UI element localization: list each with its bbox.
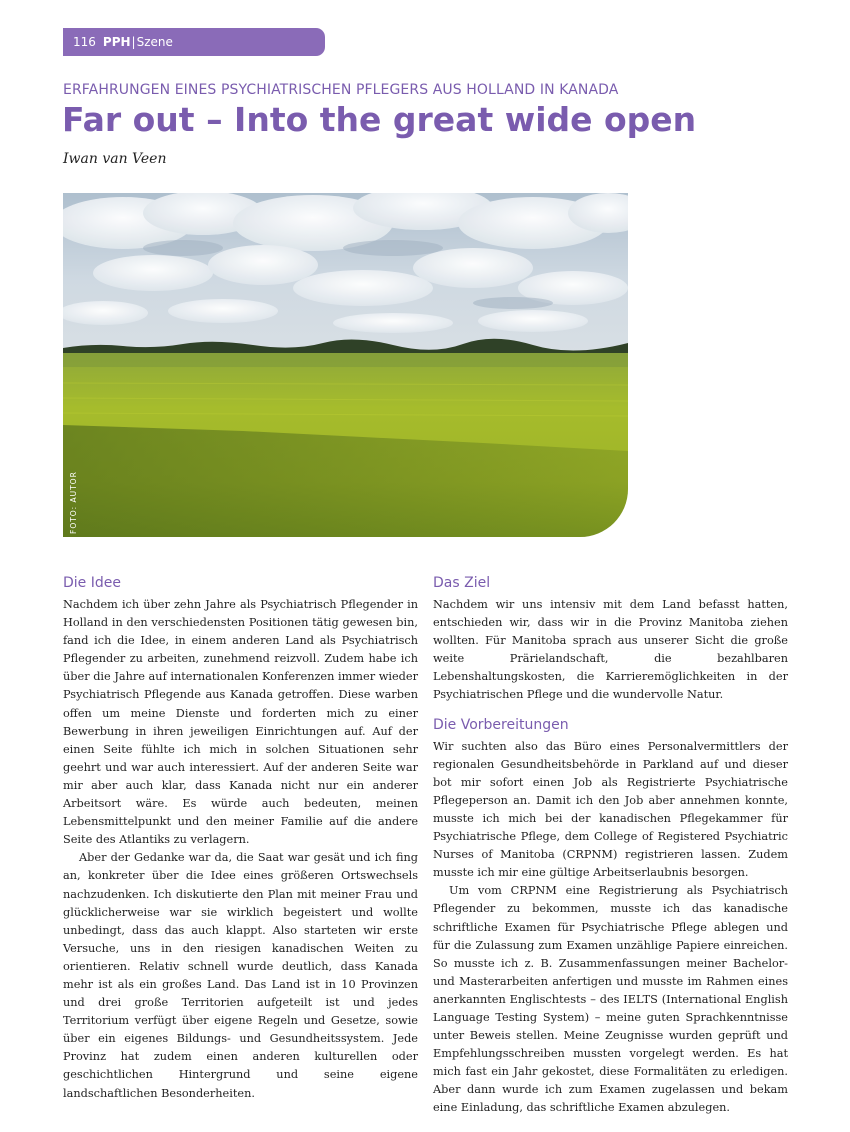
- paragraph-vorbereitungen-1: Wir suchten also das Büro eines Personalvermittlers der regionalen Gesundheitsbehörde in Parkland auf und dieser bot mir sofort einen Job als Registrierte Psychiatrische Pflegeperson an. Damit ich den Job aber annehmen konnte, musste ich mich bei der kanadischen Pflegekammer für Psychiatrische Pflege, dem College of Registered Psychiatric Nurses of Manitoba (CRPNM) registrieren lassen. Zudem musste ich mir eine gültige Arbeitserlaubnis besorgen.: [433, 739, 788, 880]
- heading-die-idee: Die Idee: [63, 575, 121, 591]
- magazine-title: PPH: [102, 35, 131, 49]
- landscape-photo: [63, 193, 628, 537]
- prairie-landscape-image: [63, 193, 628, 537]
- header-separator: |: [131, 35, 136, 49]
- column-left: [63, 574, 418, 1103]
- article-author: Iwan van Veen: [63, 151, 167, 167]
- article-title: Far out – Into the great wide open: [62, 100, 697, 139]
- paragraph-vorbereitungen-2: Um vom CRPNM eine Registrierung als Psychiatrisch Pflegender zu bekommen, musste ich das kanadische schriftliche Examen für Psychiatrische Pflege ablegen und für die Zulassung zum Examen unzählige Papiere einreichen. So musste ich z. B. Zusammenfassungen meiner Bachelor- und Masterarbeiten anfertigen und musste im Rahmen eines anerkannten Englischtests – des IELTS (International English Language Testing System) – meine guten Sprachkenntnisse unter Beweis stellen. Meine Zeugnisse wurden geprüft und Empfehlungsschreiben mussten vorgelegt werden. Es hat mich fast ein Jahr gekostet, diese Formalitäten zu erledigen. Aber dann wurde ich zum Examen zugelassen und bekam eine Einladung, das schriftliche Examen abzulegen.: [433, 884, 788, 1115]
- paragraph-idee-2: Aber der Gedanke war da, die Saat war gesät und ich fing an, konkreter über die Idee eines größeren Ortswechsels nachzudenken. Ich diskutierte den Plan mit meiner Frau und glücklicherweise war sie wirklich begeistert und wollte unbedingt, dass das auch klappt. Also starteten wir erste Versuche, uns in den riesigen kanadischen Weiten zu orientieren. Relativ schnell wurde deutlich, dass Kanada mehr ist als ein großes Land. Das Land ist in 10 Provinzen und drei große Territorien aufgeteilt ist und jedes Territorium verfügt über eigene Regeln und Gesetze, sowie über ein eigenes Bildungs- und Gesundheitssystem. Jede Provinz hat zudem einen anderen kulturellen oder geschichtlichen Hintergrund und seine eigene landschaftlichen Besonderheiten.: [63, 851, 418, 1100]
- section-name: Szene: [136, 35, 173, 49]
- heading-das-ziel: Das Ziel: [433, 575, 491, 591]
- column-right: [433, 574, 788, 1118]
- photo-credit-text: FOTO: AUTOR: [69, 471, 78, 534]
- page-number: 116: [73, 35, 96, 49]
- paragraph-ziel-1: Nachdem wir uns intensiv mit dem Land befasst hatten, entschieden wir, dass wir in die Provinz Manitoba ziehen wollten. Für Manitoba sprach aus unserer Sicht die große weite Prärielandschaft, die bezahlbaren Lebenshaltungskosten, die Karrieremöglichkeiten in der Psychiatrischen Pflege und die wundervolle Natur.: [433, 598, 788, 702]
- paragraph-idee-1: Nachdem ich über zehn Jahre als Psychiatrisch Pflegender in Holland in den verschiedensten Positionen tätig gewesen bin, fand ich die Idee, in einem anderen Land als Psychiatrisch Pflegender zu arbeiten, zunehmend reizvoll. Zudem habe ich über die Jahre auf internationalen Konferenzen immer wieder Psychiatrisch Pflegende aus Kanada getroffen. Diese warben offen um meine Dienste und forderten mich zu einer Bewerbung in ihren jeweiligen Einrichtungen auf. Auf der einen Seite fühlte ich mich in solchen Situationen sehr geehrt und war auch interessiert. Auf der anderen Seite war mir aber auch klar, dass Kanada nicht nur ein anderer Arbeitsort wäre. Es würde auch bedeuten, meinen Lebensmittelpunkt und den meiner Familie auf die andere Seite des Atlantiks zu verlagern.: [63, 598, 418, 847]
- header-tab: [63, 28, 325, 56]
- heading-die-vorbereitungen: Die Vorbereitungen: [433, 716, 569, 733]
- photo-credit: [66, 470, 80, 534]
- article-kicker: ERFAHRUNGEN EINES PSYCHIATRISCHEN PFLEGERS AUS HOLLAND IN KANADA: [63, 82, 619, 98]
